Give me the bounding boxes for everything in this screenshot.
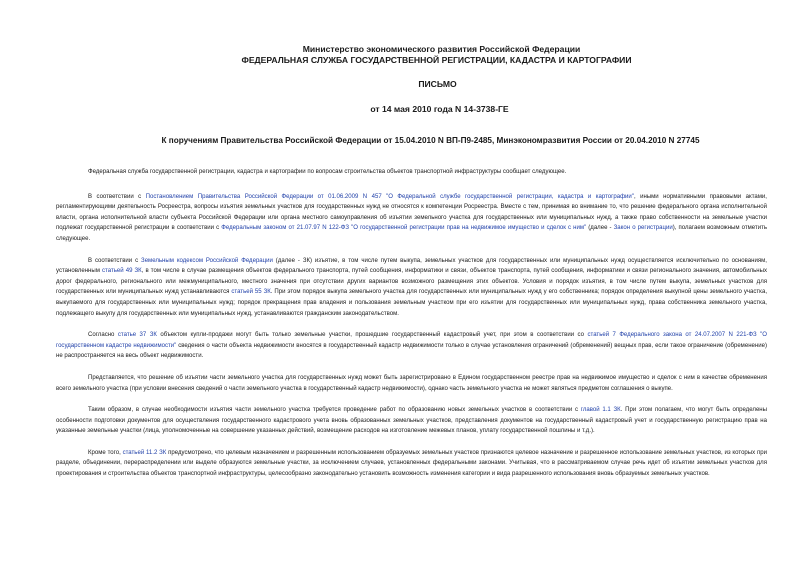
- link-government-decree[interactable]: Постановлением Правительства Российской Федерации от 01.06.2009 N 457 "О Федеральной службе государственной регистрации, кадастра и картографии": [145, 193, 634, 200]
- text: (далее - ЗК) изъятие, в том числе путем выкупа, земельных участков для государственных или муниципальных нужд осуществляется исключительно по основаниям, установленным: [56, 257, 767, 275]
- link-cadastre-law-article-7[interactable]: статьей 7 Федерального закона от 24.07.2007 N 221-ФЗ "О государственном кадастре недвижимости": [56, 332, 767, 349]
- link-registration-law[interactable]: Закон о регистрации: [613, 225, 673, 232]
- text: сведения о части объекта недвижимости вносятся в государственный кадастр недвижимости только в случае установления ограничений (обременений) вещных прав, если такое ограничение (обременение) не распространяется на весь объект недвижимости.: [56, 342, 767, 360]
- link-article-11-2[interactable]: статьей 11.2 ЗК: [122, 449, 167, 456]
- paragraph-2: [56, 192, 767, 245]
- paragraph-4: [56, 330, 767, 362]
- link-land-code[interactable]: Земельным кодексом Российской Федерации: [141, 257, 273, 264]
- text: . При этом полагаем, что могут быть определены особенности подготовки документов для осуществления государственного кадастрового учета вновь образованных земельных участков, представления документов на государственный кадастровый учет и государственную регистрацию прав на указанные земельные участки (лица, уполномоченные на совершение указанных действий, возмещение расходов на изготовление межевых планов, уплату государственной пошлины и т.д.).: [56, 407, 767, 435]
- paragraph-3: [56, 256, 767, 320]
- document-subject: К поручениям Правительства Российской Федерации от 15.04.2010 N ВП-П9-2485, Минэкономразвития России от 20.04.2010 N 27745: [161, 136, 700, 145]
- paragraph-7: [56, 448, 767, 480]
- text: , в том числе в случае размещения объектов федерального транспорта, путей сообщения, информатики и связи, объектов транспорта, путей сообщения, информатики и связи регионального значения, автомобильных дорог федерального, регионального или межмуниципального, местного значения при отсутствии других вариантов возможного размещения этих объектов. Условия и порядок изъятия, в том числе путем выкупа, земельных участков для государственных или муниципальных нужд устанавливаются: [56, 268, 767, 296]
- text: , иными нормативными правовыми актами, регламентирующими деятельность Росреестра, вопросы изъятия земельных участков для государственных нужд не относятся к компетенции Росреестра. Вместе с тем, принимая во внимание то, что решение федерального органа исполнительной власти, органа исполнительной власти субъекта Российской Федерации или органа местного самоуправления об изъятии земельного участка для государственных или муниципальных нужд, а также право собственности на земельные участки подлежат государственной регистрации в соответствии с: [56, 193, 767, 232]
- paragraph-6: [56, 405, 767, 437]
- link-article-55[interactable]: статьей 55 ЗК: [231, 289, 271, 296]
- text: Кроме того,: [88, 449, 123, 456]
- document-type: ПИСЬМО: [418, 79, 457, 89]
- text: (далее -: [586, 225, 614, 232]
- ministry-name: Министерство экономического развития Российской Федерации: [302, 44, 581, 54]
- text: ), полагаем возможным отметить следующее.: [56, 225, 767, 242]
- document-body: [56, 167, 767, 480]
- document-date-number: от 14 мая 2010 года N 14-3738-ГЕ: [370, 103, 509, 114]
- link-article-37[interactable]: статье 37 ЗК: [117, 332, 157, 339]
- document-header: [56, 44, 767, 114]
- link-federal-law-122[interactable]: Федеральным законом от 21.07.97 N 122-ФЗ "О государственной регистрации прав на недвижимое имущество и сделок с ним": [221, 225, 587, 232]
- paragraph-5: Представляется, что решение об изъятии части земельного участка для государственных нужд может быть зарегистрировано в Едином государственном реестре прав на недвижимое имущество и сделок с ним в качестве обременения всего земельного участка (при условии внесения сведений о части земельного участка в государственный кадастр недвижимости), однако часть земельного участка не может являться предметом соглашения о выкупе.: [56, 374, 767, 392]
- link-article-49[interactable]: статьей 49 ЗК: [102, 268, 142, 275]
- text: объектом купли-продажи могут быть только земельные участки, прошедшие государственный кадастровый учет, при этом в соответствии со: [156, 332, 588, 339]
- paragraph-1: Федеральная служба государственной регистрации, кадастра и картографии по вопросам строительства объектов транспортной инфраструктуры сообщает следующее.: [88, 169, 567, 175]
- text: Согласно: [88, 332, 118, 339]
- text: В соответствии с: [88, 193, 146, 200]
- text: . При этом порядок выкупа земельного участка для государственных или муниципальных нужд у его собственника; порядок определения выкупной цены земельного участка, выкупаемого для государственных или муниципальных нужд; порядок прекращения прав владения и пользования земельным участком при его изъятии для государственных или муниципальных нужд, права собственника земельного участка, подлежащего выкупу для государственных или муниципальных нужд, устанавливаются гражданским законодательством.: [56, 289, 767, 317]
- text: предусмотрено, что целевым назначением и разрешенным использованием образуемых земельных участков признаются целевое назначение и разрешенное использование земельных участков, из которых при разделе, объединении, перераспределении или выделе образуются земельные участки, за исключением случаев, установленных федеральными законами. Учитывая, что в рассматриваемом случае речь идет об изъятии земельных участков для проектирования и строительства объектов транспортной инфраструктуры, целесообразно законодательно установить возможность изменения категории и вида разрешенного использования вновь образуемых земельных участков.: [56, 449, 767, 478]
- service-name: ФЕДЕРАЛЬНАЯ СЛУЖБА ГОСУДАРСТВЕННОЙ РЕГИСТРАЦИИ, КАДАСТРА И КАРТОГРАФИИ: [241, 54, 632, 65]
- text: Таким образом, в случае необходимости изъятия части земельного участка требуется проведение работ по образованию новых земельных участков в соответствии с: [88, 407, 581, 414]
- link-chapter-1-1[interactable]: главой 1.1 ЗК: [580, 407, 621, 414]
- text: В соответствии с: [88, 257, 142, 264]
